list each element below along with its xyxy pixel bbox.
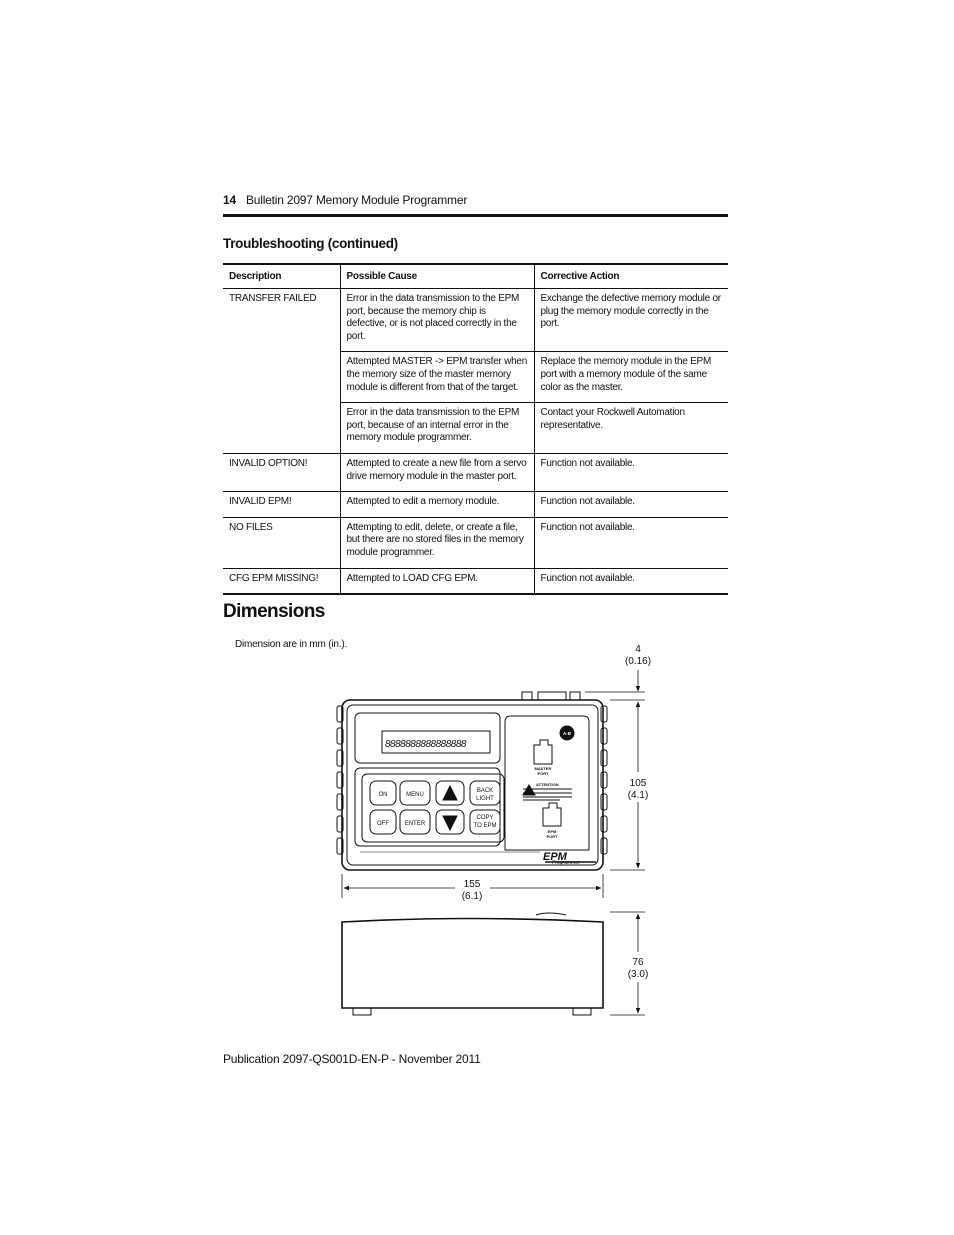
- enter-label: ENTER: [404, 821, 426, 827]
- cell-corrective-action: Contact your Rockwell Automation representative.: [534, 403, 728, 454]
- dim-top-gap-in: (0.16): [624, 656, 652, 667]
- cell-possible-cause: Attempted to create a new file from a servo drive memory module in the master port.: [340, 453, 534, 491]
- cell-description: INVALID OPTION!: [223, 453, 340, 491]
- top-connector: [522, 692, 532, 700]
- device-bezel: [347, 705, 598, 865]
- cell-corrective-action: Function not available.: [534, 453, 728, 491]
- top-connector: [570, 692, 580, 700]
- foot: [353, 1008, 371, 1015]
- cell-corrective-action: Function not available.: [534, 517, 728, 568]
- cell-description: TRANSFER FAILED: [223, 289, 340, 454]
- cell-corrective-action: Exchange the defective memory module or plug the memory module correctly in the port.: [534, 289, 728, 352]
- dim-width-mm: 155: [463, 879, 481, 890]
- device-body-outline: [342, 700, 603, 870]
- cell-corrective-action: Replace the memory module in the EPM port with a memory module of the same color as the master.: [534, 352, 728, 403]
- master-port-label: MASTER: [534, 766, 552, 771]
- epm-port-label-2: PORT: [546, 834, 558, 839]
- epm-port-icon: [543, 803, 561, 826]
- side-grips-right: [601, 706, 607, 854]
- brand-epm: EPM: [543, 851, 567, 863]
- brand-programmer: Programmer: [552, 860, 580, 866]
- dim-height-in: (4.1): [627, 790, 649, 801]
- column-header-corrective-action: Corrective Action: [534, 264, 728, 289]
- section-heading-troubleshooting: Troubleshooting (continued): [223, 236, 398, 251]
- logo-text: A-B: [563, 731, 571, 736]
- device-front-view: [337, 692, 607, 870]
- cell-description: CFG EPM MISSING!: [223, 568, 340, 594]
- master-port-label-2: PORT: [537, 771, 549, 776]
- cell-possible-cause: Attempted MASTER -> EPM transfer when the memory size of the master memory module is different from that of the target.: [340, 352, 534, 403]
- cell-corrective-action: Function not available.: [534, 492, 728, 518]
- master-port-icon: [534, 740, 552, 764]
- cell-possible-cause: Attempted to edit a memory module.: [340, 492, 534, 518]
- device-side-view: [342, 913, 603, 1015]
- to-epm-label: TO EPM: [473, 823, 497, 829]
- back-label: BACK: [476, 788, 494, 794]
- dimensions-note: Dimension are in mm (in.).: [235, 639, 348, 650]
- cell-possible-cause: Error in the data transmission to the EPM port, because the memory chip is defective, or is not placed correctly in the port.: [340, 289, 534, 352]
- publication-footer: Publication 2097-QS001D-EN-P - November 2011: [223, 1052, 481, 1066]
- copy-to-epm-button: [470, 810, 500, 834]
- epm-port-label: EPM: [547, 829, 557, 834]
- cell-description: NO FILES: [223, 517, 340, 568]
- attention-label: ATTENTION: [536, 782, 559, 787]
- lcd-segments: 8888888888888888: [385, 739, 466, 750]
- on-label: ON: [378, 792, 388, 798]
- section-heading-dimensions: Dimensions: [223, 601, 325, 622]
- down-arrow-icon: [443, 816, 457, 830]
- foot: [573, 1008, 591, 1015]
- light-label: LIGHT: [476, 796, 494, 802]
- column-header-description: Description: [223, 264, 340, 289]
- top-connector: [538, 692, 566, 700]
- cell-corrective-action: Function not available.: [534, 568, 728, 594]
- off-label: OFF: [377, 821, 389, 827]
- up-arrow-icon: [443, 786, 457, 800]
- header-title: Bulletin 2097 Memory Module Programmer: [245, 193, 468, 207]
- dim-top-gap-mm: 4: [635, 644, 641, 655]
- cell-possible-cause: Error in the data transmission to the EPM port, because of an internal error in the memory module programmer.: [340, 403, 534, 454]
- column-header-possible-cause: Possible Cause: [340, 264, 534, 289]
- cell-possible-cause: Attempted to LOAD CFG EPM.: [340, 568, 534, 594]
- cell-description: INVALID EPM!: [223, 492, 340, 518]
- dim-width-in: (6.1): [461, 891, 483, 902]
- copy-label: COPY: [476, 815, 494, 821]
- dim-depth-in: (3.0): [627, 969, 649, 980]
- dim-height-mm: 105: [629, 778, 647, 789]
- page-number: 14: [223, 193, 236, 207]
- dim-depth-mm: 76: [632, 957, 644, 968]
- display-panel: [355, 713, 500, 763]
- cell-possible-cause: Attempting to edit, delete, or create a file, but there are no stored files in the memory module programmer.: [340, 517, 534, 568]
- menu-label: MENU: [406, 792, 424, 798]
